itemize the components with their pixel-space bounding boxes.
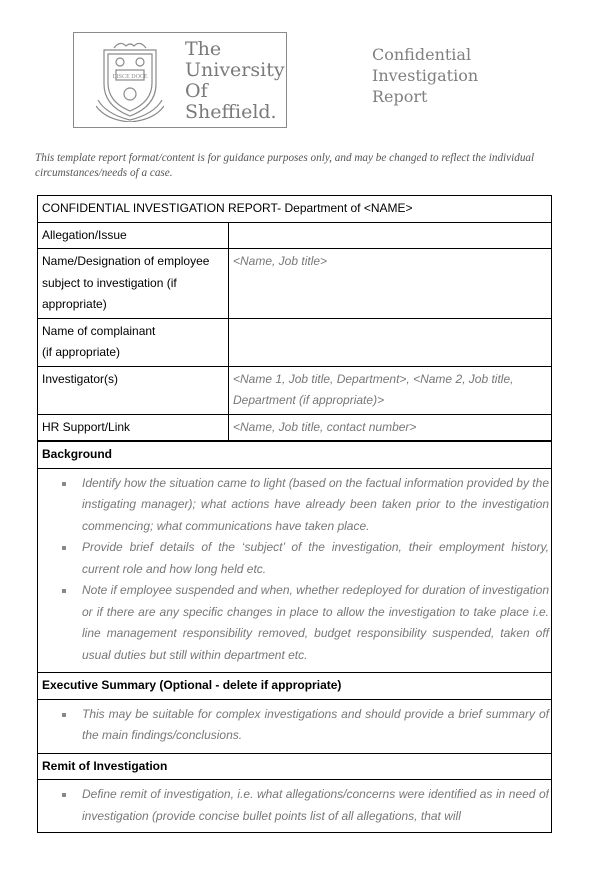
table-row: [38, 699, 552, 753]
section-heading-background: Background: [38, 442, 552, 469]
logo-line: The: [185, 38, 222, 60]
row-value[interactable]: [229, 318, 552, 366]
university-logo: [73, 32, 287, 128]
logo-line: University: [185, 59, 285, 81]
table-row: [38, 468, 552, 673]
list-item: Provide brief details of the ‘subject’ of the investigation, their employment history, current role and how long held etc.: [60, 537, 549, 580]
row-label: HR Support/Link: [38, 414, 229, 441]
table-heading: CONFIDENTIAL INVESTIGATION REPORT- Department of <NAME>: [38, 196, 552, 223]
sections-table: [37, 441, 552, 833]
table-row: [38, 318, 552, 366]
table-row: [38, 780, 552, 833]
report-title: [372, 44, 478, 107]
crest-motto: DISCE DOCE: [112, 74, 148, 80]
table-row: [38, 249, 552, 319]
row-label: Name of complainant (if appropriate): [38, 318, 229, 366]
report-title-line: Confidential: [372, 45, 472, 64]
section-body-background[interactable]: [38, 468, 552, 673]
section-body-executive-summary[interactable]: [38, 699, 552, 753]
disclaimer-text: This template report format/content is for guidance purposes only, and may be changed to reflect the individual circumstances/needs of a case.: [35, 152, 535, 179]
university-crest-icon: [96, 40, 164, 122]
section-heading-remit: Remit of Investigation: [38, 753, 552, 780]
list-item: This may be suitable for complex investigations and should provide a brief summary of the main findings/conclusions.: [60, 704, 549, 747]
row-value[interactable]: <Name, Job title>: [229, 249, 552, 319]
report-title-line: Investigation: [372, 66, 479, 85]
row-value[interactable]: <Name, Job title, contact number>: [229, 414, 552, 441]
section-heading-executive-summary: Executive Summary (Optional - delete if appropriate): [38, 673, 552, 700]
table-row: [38, 196, 552, 223]
table-row: [38, 442, 552, 469]
table-row: [38, 414, 552, 441]
list-item: Note if employee suspended and when, whether redeployed for duration of investigation or if there are any specific changes in place to allow the investigation to take place i.e. line management responsibility removed, budget responsibility suspended, taken off usual duties but still within department etc.: [60, 580, 549, 666]
row-value[interactable]: [229, 222, 552, 249]
table-row: [38, 366, 552, 414]
row-label: Allegation/Issue: [38, 222, 229, 249]
table-row: [38, 753, 552, 780]
row-label: Investigator(s): [38, 366, 229, 414]
list-item: Define remit of investigation, i.e. what allegations/concerns were identified as in need of investigation (provide concise bullet points list of all allegations, that will: [60, 784, 549, 827]
list-item: Identify how the situation came to light (based on the factual information provided by the instigating manager); what actions have already been taken prior to the investigation commencing; what communications have taken place.: [60, 473, 549, 538]
table-row: [38, 222, 552, 249]
details-table: [37, 195, 552, 441]
logo-line: Of: [185, 80, 208, 102]
logo-line: Sheffield.: [185, 101, 277, 123]
report-title-line: Report: [372, 87, 428, 106]
logo-wordmark: [185, 39, 285, 123]
table-row: [38, 673, 552, 700]
row-label: Name/Designation of employee subject to investigation (if appropriate): [38, 249, 229, 319]
section-body-remit[interactable]: [38, 780, 552, 833]
row-value[interactable]: <Name 1, Job title, Department>, <Name 2, Job title, Department (if appropriate)>: [229, 366, 552, 414]
